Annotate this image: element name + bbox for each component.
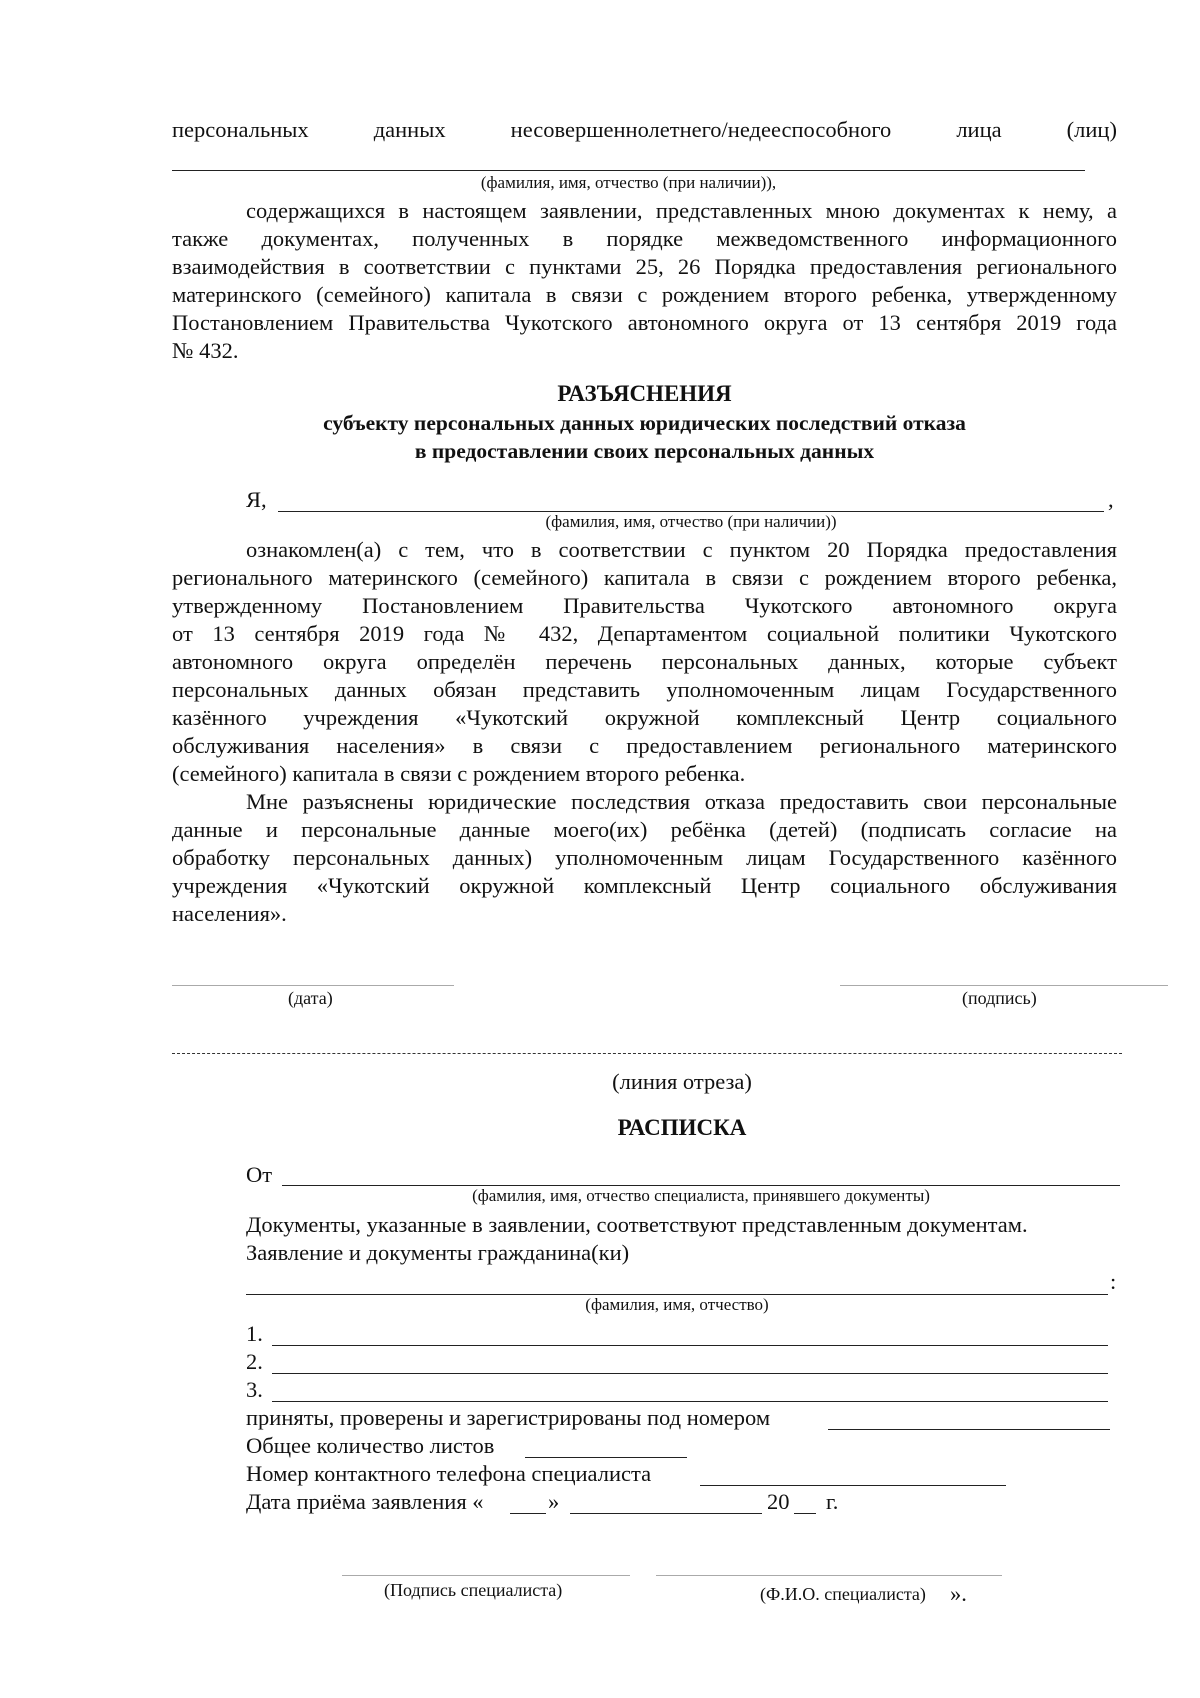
ya-caption: (фамилия, имя, отчество (при наличии)) (545, 512, 837, 531)
registered-number-line (828, 1429, 1110, 1430)
section-subtitle-2: в предоставлении своих персональных данных (414, 439, 875, 463)
specialist-fio-line (656, 1575, 1002, 1576)
signature-line (840, 985, 1168, 986)
section-subtitle-1: субъекту персональных данных юридических последствий отказа (323, 411, 966, 435)
receipt-date-prefix: Дата приёма заявления « (246, 1489, 484, 1514)
paragraph-line: материнского (семейного) капитала в связи с рождением второго ребенка, утвержденному (172, 282, 1117, 307)
sheets-text: Общее количество листов (246, 1433, 495, 1458)
document-item-line (272, 1401, 1108, 1402)
paragraph-consent (172, 197, 1117, 365)
spread-word: данных (373, 117, 446, 142)
spread-word: персональных (172, 117, 309, 142)
receipt-month-line (570, 1513, 762, 1514)
paragraph-acknowledged (172, 536, 1117, 788)
document-item-line (272, 1373, 1108, 1374)
paragraph-line: учреждения «Чукотский окружной комплексный Центр социального обслуживания (172, 873, 1117, 898)
spread-line (172, 116, 1117, 144)
paragraph-line: казённого учреждения «Чукотский окружной комплексный Центр социального (172, 705, 1117, 730)
receipt-date-quote: » (548, 1489, 560, 1514)
phone-text: Номер контактного телефона специалиста (246, 1461, 652, 1486)
specialist-fio-caption: (Ф.И.О. специалиста) (760, 1584, 926, 1604)
citizen-caption: (фамилия, имя, отчество) (585, 1295, 769, 1314)
registered-text: приняты, проверены и зарегистрированы под номером (246, 1405, 771, 1430)
receipt-day-line (510, 1513, 546, 1514)
ya-label: Я, (246, 487, 267, 512)
specialist-sign-line (342, 1575, 630, 1576)
paragraph-line: ознакомлен(а) с тем, что в соответствии с пунктом 20 Порядка предоставления (246, 537, 1117, 562)
paragraph-line: № 432. (172, 338, 239, 363)
document-item-number: 2. (246, 1349, 263, 1374)
sheets-line (525, 1457, 687, 1458)
specialist-sign-caption: (Подпись специалиста) (384, 1580, 563, 1600)
spread-word: несовершеннолетнего/недееспособного (510, 117, 892, 142)
receipt-year-prefix: 20 (767, 1489, 790, 1514)
paragraph-line: автономного округа определён перечень персональных данных, которые субъект (172, 649, 1117, 674)
paragraph-line: (семейного) капитала в связи с рождением второго ребенка. (172, 761, 746, 786)
citizen-colon: : (1110, 1269, 1117, 1294)
paragraph-line: утвержденному Постановлением Правительства Чукотского автономного округа (172, 593, 1117, 618)
paragraph-line: взаимодействия в соответствии с пунктами 25, 26 Порядка предоставления регионального (172, 254, 1117, 279)
closing-quote: ». (950, 1581, 967, 1606)
spread-word: (лиц) (1066, 117, 1117, 142)
document-item-number: 1. (246, 1321, 263, 1346)
from-label: От (246, 1162, 273, 1187)
fio-caption: (фамилия, имя, отчество (при наличии)), (480, 173, 777, 192)
signature-caption: (подпись) (962, 988, 1037, 1008)
paragraph-line: населения». (172, 901, 287, 926)
paragraph-line: регионального материнского (семейного) капитала в связи с рождением второго ребенка, (172, 565, 1117, 590)
receipt-year-suffix: г. (826, 1489, 839, 1514)
paragraph-line: персональных данных обязан представить уполномоченным лицам Государственного (172, 677, 1117, 702)
spread-word: лица (956, 117, 1002, 142)
paragraph-line: от 13 сентября 2019 года № 432, Департаментом социальной политики Чукотского (172, 621, 1117, 646)
fio-underline (172, 170, 1085, 171)
paragraph-line: содержащихся в настоящем заявлении, представленных мною документах к нему, а (246, 198, 1117, 223)
paragraph-line: данные и персональные данные моего(их) ребёнка (детей) (подписать согласие на (172, 817, 1117, 842)
docs-match-text: Документы, указанные в заявлении, соответствуют представленным документам. (246, 1212, 1028, 1237)
paragraph-line: обработку персональных данных) уполномоченным лицам Государственного казённого (172, 845, 1117, 870)
receipt-title: РАСПИСКА (617, 1115, 747, 1140)
section-title: РАЗЪЯСНЕНИЯ (557, 381, 732, 406)
date-caption: (дата) (288, 988, 333, 1008)
cut-line (172, 1053, 1122, 1054)
paragraph-consequences (172, 788, 1117, 928)
paragraph-line: обслуживания населения» в связи с предоставлением регионального материнского (172, 733, 1117, 758)
citizen-docs-text: Заявление и документы гражданина(ки) (246, 1240, 630, 1265)
phone-line (700, 1485, 1006, 1486)
from-caption: (фамилия, имя, отчество специалиста, принявшего документы) (472, 1186, 930, 1205)
date-line (172, 985, 454, 986)
ya-comma: , (1108, 487, 1114, 512)
document-item-line (272, 1345, 1108, 1346)
cut-caption: (линия отреза) (612, 1069, 752, 1094)
document-item-number: 3. (246, 1377, 263, 1402)
receipt-year-line (794, 1513, 816, 1514)
paragraph-line: также документах, полученных в порядке межведомственного информационного (172, 226, 1117, 251)
paragraph-line: Мне разъяснены юридические последствия отказа предоставить свои персональные (246, 789, 1117, 814)
paragraph-line: Постановлением Правительства Чукотского автономного округа от 13 сентября 2019 года (172, 310, 1117, 335)
